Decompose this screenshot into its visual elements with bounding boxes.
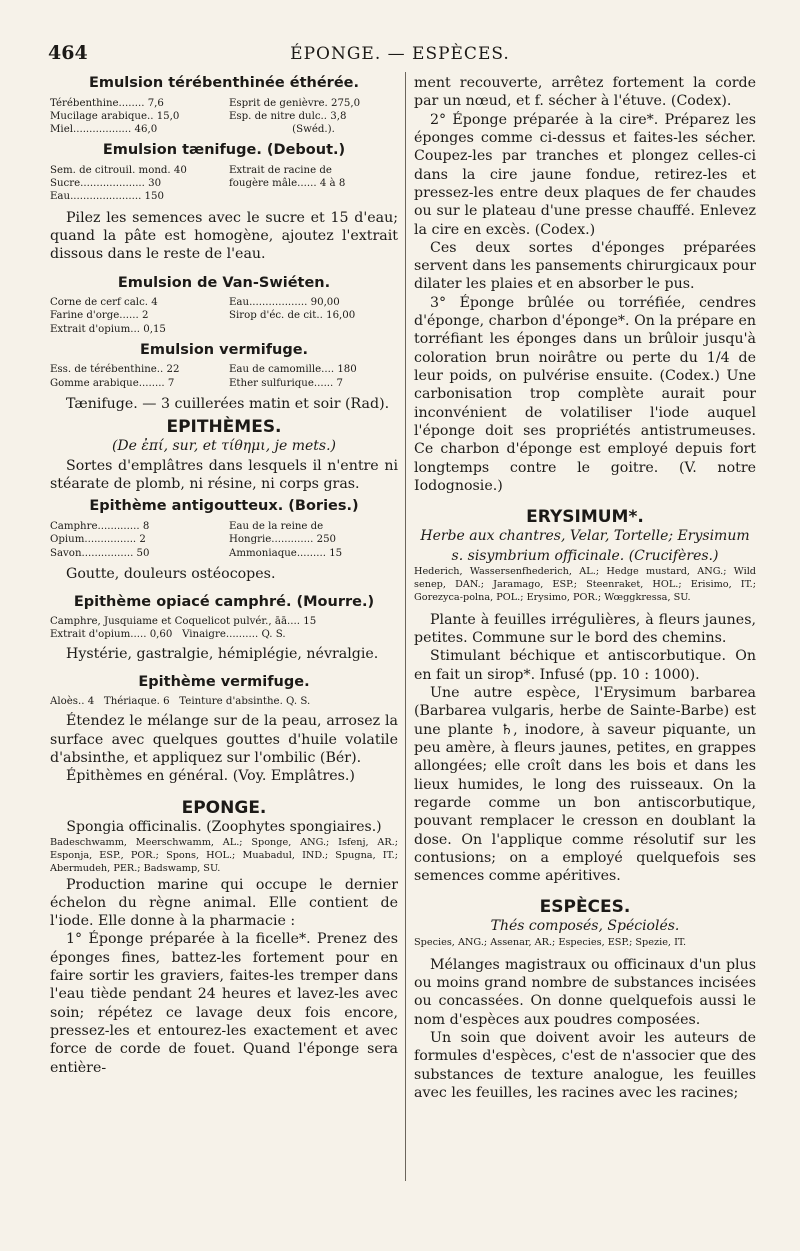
section-title: EPONGE. bbox=[181, 797, 267, 818]
section-eponge bbox=[50, 798, 398, 1077]
section-title: Epithème vermifuge. bbox=[138, 674, 310, 691]
right-column bbox=[414, 74, 756, 1251]
section-title: Emulsion vermifuge. bbox=[139, 341, 309, 358]
section-epitheme-antigoutteux bbox=[50, 497, 398, 583]
ingredient-row: Mucilage arabique.. 15,0 bbox=[50, 110, 180, 122]
ingredient-table bbox=[50, 363, 398, 390]
paragraph: Mélanges magistraux ou officinaux d'un plus ou moins grand nombre de substances incisées ou concassées. On donne quelquefois aussi le nom d'espèces aux poudres composées. bbox=[414, 956, 756, 1028]
paragraph: Hystérie, gastralgie, hémiplégie, névralgie. bbox=[66, 646, 379, 663]
ingredient-row: Sirop d'éc. de cit.. 16,00 bbox=[229, 310, 356, 322]
section-title: ESPÈCES. bbox=[539, 897, 631, 918]
paragraph: 3° Éponge brûlée ou torréfiée, cendres d'éponge, charbon d'éponge*. On la prépare en torréfiant les éponges dans un brûloir jusqu'à coloration brun noirâtre ou perte du 1/4 de leur poids, on pulvérise ensuite. (Codex.) Une carbonisation trop complète aurait pour inconvénient de volatiliser l'iode auquel l'éponge doit ses propriétés antistrumeuses. Ce charbon d'éponge est employé depuis fort longtemps contre le goitre. (V. notre Iodognosie.) bbox=[414, 294, 756, 494]
ingredient-row: Hongrie............. 250 bbox=[229, 534, 337, 546]
section-emulsion-van-swieten bbox=[50, 274, 398, 336]
section-subtitle: Spongia officinalis. (Zoophytes spongiaires.) bbox=[66, 818, 382, 835]
section-epithemes bbox=[50, 417, 398, 493]
paragraph: 2° Éponge préparée à la cire*. Préparez les éponges comme ci-dessus et faites-les sécher. Coupez-les par tranches et plongez celles-ci dans la cire jaune fondue, retirez-les et pressez-les entre deux plaques de fer chaudes ou sur le plateau d'une presse chauffé. Enlevez la cire en excès. (Codex.) bbox=[414, 111, 756, 238]
ingredient-row: Savon................ 50 bbox=[50, 547, 150, 559]
ingredient-row: Miel.................. 46,0 bbox=[50, 124, 158, 136]
ingredient-row: Extrait de racine de bbox=[229, 164, 332, 176]
synonyms: Hederich, Wassersenfhederich, AL.; Hedge mustard, ANG.; Wild senep, DAN.; Jaramago, ESP.; Steenraket, HOL.; Erisimo, IT.; Gorezyca-polna, POL.; Erysimo, POR.; Wœggkressa, SU. bbox=[414, 566, 756, 603]
paragraph: Ces deux sortes d'éponges préparées servent dans les pansements chirurgicaux pour dilater les plaies et en absorber le pus. bbox=[414, 239, 756, 293]
ingredient-line: Camphre, Jusquiame et Coquelicot pulvér., āā.... 15 bbox=[50, 615, 317, 627]
ingredient-row: Ether sulfurique...... 7 bbox=[229, 377, 343, 389]
ingredient-row: Ess. de térébenthine.. 22 bbox=[50, 364, 180, 376]
ingredient-row: Térébenthine........ 7,6 bbox=[50, 97, 164, 109]
section-emulsion-taenifuge bbox=[50, 141, 398, 263]
section-subtitle: Herbe aux chantres, Velar, Tortelle; Erysimum bbox=[420, 528, 750, 545]
section-title: Emulsion tænifuge. (Debout.) bbox=[102, 142, 346, 159]
ingredient-row: Farine d'orge...... 2 bbox=[50, 310, 149, 322]
ingredient-source: (Swéd.). bbox=[292, 124, 335, 136]
synonyms: Species, ANG.; Assenar, AR.; Especies, ESP.; Spezie, IT. bbox=[414, 937, 687, 949]
ingredient-line: Extrait d'opium..... 0,60 Vinaigre.......... Q. S. bbox=[50, 628, 286, 640]
paragraph: Étendez le mélange sur de la peau, arrosez la surface avec quelques gouttes d'huile volatile d'absinthe, et appliquez sur l'ombilic (Bér). bbox=[50, 713, 398, 766]
paragraph: 1° Éponge préparée à la ficelle*. Prenez des éponges fines, battez-les fortement pour en faire sortir les graviers, faites-les tremper dans l'eau tiède pendant 24 heures et lavez-les avec soin; répétez ce lavage deux fois encore, pressez-les et entourez-les exactement et avec force de corde de fouet. Quand l'éponge sera entière- bbox=[50, 931, 398, 1076]
ingredient-row: Corne de cerf calc. 4 bbox=[50, 297, 158, 309]
ingredient-row: fougère mâle...... 4 à 8 bbox=[229, 178, 346, 190]
ingredient-table bbox=[50, 520, 398, 560]
synonyms: Badeschwamm, Meerschwamm, AL.; Sponge, ANG.; Isfenj, AR.; Esponja, ESP., POR.; Spons, HOL.; Muabadul, IND.; Spugna, IT.; Abermudeh, PER.; Badswamp, SU. bbox=[50, 837, 398, 874]
ingredient-table bbox=[50, 164, 398, 204]
section-emulsion-etheree bbox=[50, 74, 398, 136]
ingredient-row: Eau de la reine de bbox=[229, 521, 324, 533]
ingredient-row: Esp. de nitre dulc.. 3,8 bbox=[229, 110, 347, 122]
section-title: Epithème opiacé camphré. (Mourre.) bbox=[73, 594, 375, 611]
ingredient-row: Esprit de genièvre. 275,0 bbox=[229, 97, 361, 109]
ingredient-table bbox=[50, 97, 398, 137]
section-eponge-continued bbox=[414, 74, 756, 495]
section-erysimum bbox=[414, 507, 756, 885]
ingredient-row: Ammoniaque......... 15 bbox=[229, 547, 343, 559]
ingredient-row: Eau de camomille.... 180 bbox=[229, 364, 357, 376]
paragraph: Une autre espèce, l'Erysimum barbarea (Barbarea vulgaris, herbe de Sainte-Barbe) est une plante ♄, inodore, à saveur piquante, un peu amère, à fleurs jaunes, petites, en grappes allongées; elle croît dans les bois et dans les lieux humides, le long des ruisseaux. On la regarde comme un bon antiscorbutique, pouvant remplacer le cresson en doublant la dose. On l'applique comme résolutif sur les contusions; on a employé quelquefois ses semences comme apéritives. bbox=[414, 685, 756, 885]
section-title: Emulsion térébenthinée éthérée. bbox=[88, 75, 360, 91]
paragraph: Un soin que doivent avoir les auteurs de formules d'espèces, c'est de n'associer que des substances de texture analogue, les feuilles avec les feuilles, les racines avec les racines; bbox=[414, 1030, 756, 1102]
ingredient-row: Gomme arabique........ 7 bbox=[50, 377, 175, 389]
etymology: (De ἐπί, sur, et τίθημι, je mets.) bbox=[111, 438, 337, 455]
paragraph: ment recouverte, arrêtez fortement la corde par un nœud, et f. sécher à l'étuve. (Codex). bbox=[414, 75, 756, 110]
page-number: 464 bbox=[48, 42, 88, 64]
section-title: Epithème antigoutteux. (Bories.) bbox=[89, 498, 359, 515]
section-epitheme-opiace bbox=[50, 593, 398, 663]
paragraph: Production marine qui occupe le dernier échelon du règne animal. Elle contient de l'iode. Elle donne à la pharmacie : bbox=[50, 876, 398, 930]
section-especes bbox=[414, 897, 756, 1102]
running-header bbox=[48, 42, 752, 66]
paragraph: Plante à feuilles irrégulières, à fleurs jaunes, petites. Commune sur le bord des chemins. bbox=[414, 611, 756, 647]
section-emulsion-vermifuge bbox=[50, 341, 398, 413]
ingredient-row: Camphre............. 8 bbox=[50, 521, 150, 533]
ingredient-row: Eau...................... 150 bbox=[50, 191, 164, 203]
ingredient-row: Eau.................. 90,00 bbox=[229, 297, 340, 309]
paragraph: Sortes d'emplâtres dans lesquels il n'entre ni stéarate de plomb, ni résine, ni corps gras. bbox=[50, 457, 398, 493]
column-divider bbox=[405, 72, 406, 1181]
section-title: ERYSIMUM*. bbox=[526, 507, 644, 528]
section-subtitle: Thés composés, Spéciolés. bbox=[490, 918, 680, 935]
section-title: Emulsion de Van-Swiéten. bbox=[117, 274, 331, 291]
paragraph: Tænifuge. — 3 cuillerées matin et soir (Rad). bbox=[66, 395, 390, 412]
section-subtitle: s. sisymbrium officinale. (Crucifères.) bbox=[451, 547, 719, 564]
paragraph: Stimulant béchique et antiscorbutique. On en fait un sirop*. Infusé (pp. 10 : 1000). bbox=[414, 648, 756, 683]
left-column bbox=[50, 74, 398, 1251]
ingredient-row: Extrait d'opium... 0,15 bbox=[50, 323, 166, 335]
ingredient-line: Aloès.. 4 Thériaque. 6 Teinture d'absinthe. Q. S. bbox=[50, 696, 311, 708]
paragraph: Goutte, douleurs ostéocopes. bbox=[66, 565, 276, 582]
section-title: EPITHÈMES. bbox=[166, 417, 282, 438]
section-epitheme-vermifuge bbox=[50, 673, 398, 785]
running-title: ÉPONGE. — ESPÈCES. bbox=[290, 44, 510, 64]
ingredient-row: Opium................ 2 bbox=[50, 534, 146, 546]
paragraph: Épithèmes en général. (Voy. Emplâtres.) bbox=[66, 768, 355, 785]
ingredient-row: Sucre.................... 30 bbox=[50, 178, 162, 190]
ingredient-row: Sem. de citrouil. mond. 40 bbox=[50, 164, 187, 176]
ingredient-table bbox=[50, 296, 398, 336]
paragraph: Pilez les semences avec le sucre et 15 d'eau; quand la pâte est homogène, ajoutez l'extrait dissous dans le reste de l'eau. bbox=[50, 209, 398, 263]
